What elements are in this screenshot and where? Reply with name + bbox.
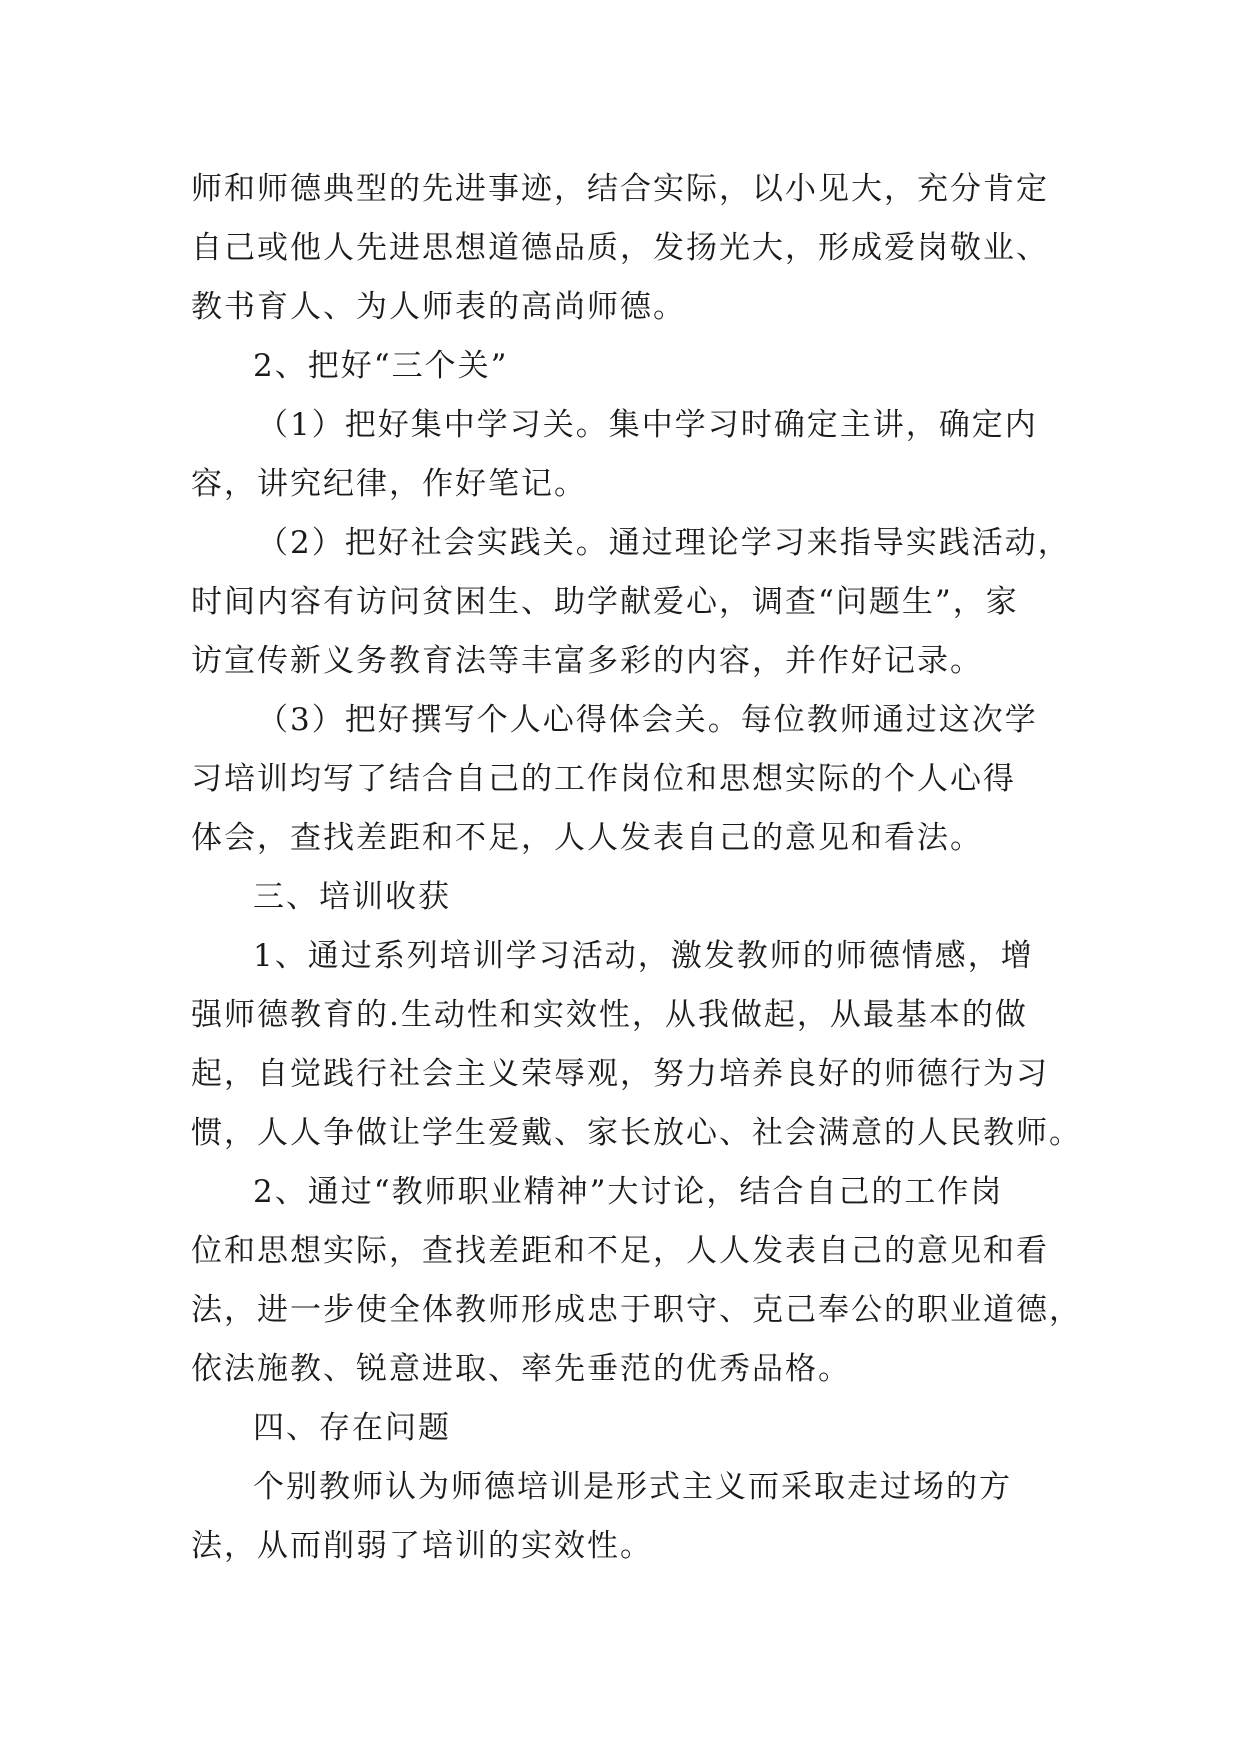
paragraph-line: 位和思想实际，查找差距和不足，人人发表自己的意见和看 bbox=[191, 1233, 1049, 1269]
paragraph-line: 自己或他人先进思想道德品质，发扬光大，形成爱岗敬业、 bbox=[191, 230, 1049, 266]
paragraph-line: 个别教师认为师德培训是形式主义而采取走过场的方 bbox=[253, 1469, 1012, 1505]
paragraph-line: 时间内容有访问贫困生、助学献爱心，调查“问题生”，家 bbox=[191, 584, 1019, 620]
section-heading: 2、把好“三个关” bbox=[253, 348, 509, 384]
paragraph-line: 起，自觉践行社会主义荣辱观，努力培养良好的师德行为习 bbox=[191, 1056, 1049, 1092]
paragraph-line: 体会，查找差距和不足，人人发表自己的意见和看法。 bbox=[191, 820, 983, 856]
paragraph-line: 教书育人、为人师表的高尚师德。 bbox=[191, 289, 686, 325]
paragraph-line: 惯，人人争做让学生爱戴、家长放心、社会满意的人民教师。 bbox=[191, 1115, 1082, 1151]
paragraph-line: 2、通过“教师职业精神”大讨论，结合自己的工作岗 bbox=[253, 1174, 1004, 1210]
paragraph-line: 习培训均写了结合自己的工作岗位和思想实际的个人心得 bbox=[191, 761, 1016, 797]
paragraph-line: 1、通过系列培训学习活动，激发教师的师德情感，增 bbox=[253, 938, 1034, 974]
paragraph-line: 访宣传新义务教育法等丰富多彩的内容，并作好记录。 bbox=[191, 643, 983, 679]
paragraph-line: 法，进一步使全体教师形成忠于职守、克己奉公的职业道德， bbox=[191, 1292, 1082, 1328]
section-heading: 三、培训收获 bbox=[253, 879, 451, 915]
section-heading: 四、存在问题 bbox=[253, 1410, 451, 1446]
paragraph-line: 法，从而削弱了培训的实效性。 bbox=[191, 1528, 653, 1564]
paragraph-line: （1）把好集中学习关。集中学习时确定主讲，确定内 bbox=[257, 407, 1038, 443]
paragraph-line: （3）把好撰写个人心得体会关。每位教师通过这次学 bbox=[257, 702, 1038, 738]
document-body bbox=[191, 160, 1082, 1576]
paragraph-line: 容，讲究纪律，作好笔记。 bbox=[191, 466, 587, 502]
paragraph-line: 强师德教育的.生动性和实效性，从我做起，从最基本的做 bbox=[191, 997, 1028, 1033]
paragraph-line: 依法施教、锐意进取、率先垂范的优秀品格。 bbox=[191, 1351, 851, 1387]
paragraph-line: （2）把好社会实践关。通过理论学习来指导实践活动， bbox=[257, 525, 1071, 561]
paragraph-line: 师和师德典型的先进事迹，结合实际，以小见大，充分肯定 bbox=[191, 171, 1049, 207]
